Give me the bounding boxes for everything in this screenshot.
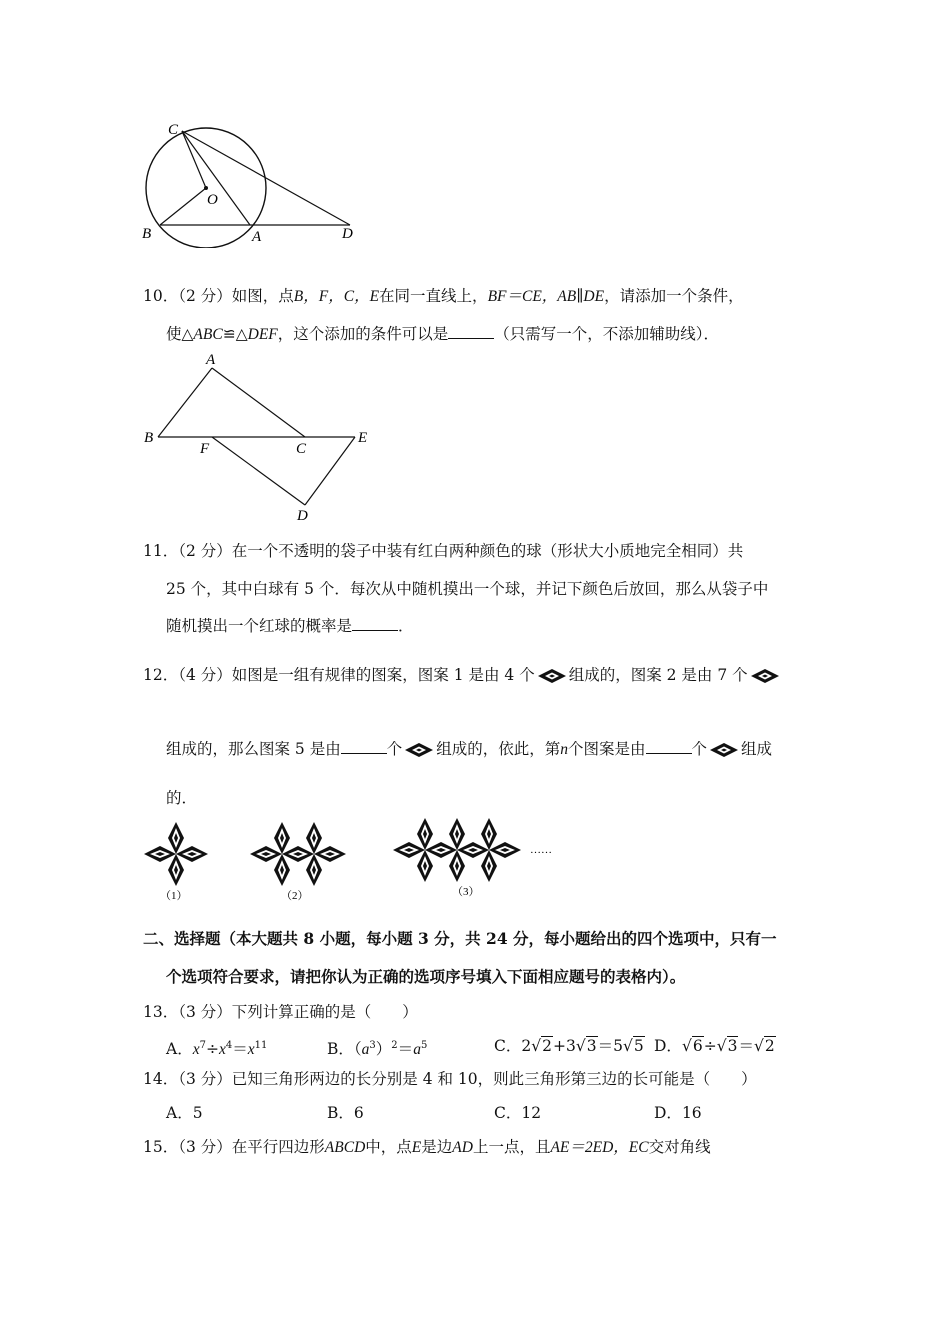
pattern-ellipsis: …… [530,844,552,856]
pattern-caption-3: （3） [452,886,480,898]
q12-line1: 12．（4 分）如图是一组有规律的图案，图案 1 是由 4 个 组成的，图案 2 是由 7 个 [143,664,782,686]
eye-shape-icon [537,668,567,684]
answer-blank[interactable] [448,324,494,339]
label-D: D [297,508,308,524]
section-heading-line2: 个选项符合要求，请把你认为正确的选项序号填入下面相应题号的表格内）。 [166,967,686,986]
pattern-caption-1: （1） [160,890,188,902]
pattern-3 [393,818,521,882]
label-B: B [144,430,154,446]
eye-shape-icon [709,742,739,758]
answer-blank[interactable] [646,739,692,754]
label-E: E [358,430,368,446]
q14-option-a[interactable]: A．5 [166,1104,203,1122]
q11-line2: 25 个，其中白球有 5 个．每次从中随机摸出一个球，并记下颜色后放回，那么从袋子中 [166,580,769,598]
label-O: O [207,192,218,208]
label-A: A [252,229,262,245]
q10-line2: 使△ABC≌△DEF，这个添加的条件可以是 （只需写一个，不添加辅助线）． [166,325,720,343]
label-A: A [206,352,216,368]
q14-option-d[interactable]: D．16 [654,1104,702,1122]
q14-stem: 14．（3 分）已知三角形两边的长分别是 4 和 10，则此三角形第三边的长可能是（ ） [143,1070,757,1088]
triangles-figure [140,350,390,525]
label-D: D [342,226,353,242]
label-B: B [142,226,152,242]
q13-stem: 13．（3 分）下列计算正确的是（ ） [143,1003,418,1021]
pattern-figure [140,818,570,903]
answer-blank[interactable] [341,739,387,754]
q11-line1: 11．（2 分）在一个不透明的袋子中装有红白两种颜色的球（形状大小质地完全相同）共 [143,542,744,560]
pattern-2 [250,822,346,886]
eye-shape-icon [750,668,780,684]
q12-line3: 的． [166,789,198,807]
label-F: F [200,441,210,457]
section-heading: 二、选择题（本大题共 8 小题，每小题 3 分，共 24 分，每小题给出的四个选项中，只有一 [143,929,777,948]
q13-option-c[interactable]: C．2√2+3√3＝5√5 [494,1037,644,1055]
q14-option-b[interactable]: B．6 [327,1104,364,1122]
q13-option-a[interactable]: A．$x^7\div x^4=x^{11}$ [166,1040,268,1059]
label-C: C [168,122,179,138]
q13-option-d[interactable]: D．√6÷√3＝√2 [654,1037,775,1055]
eye-shape-icon [404,742,434,758]
q10-line1: 10．（2 分）如图，点B，F，C，E在同一直线上，BF＝CE，AB∥DE，请添加一个条件， [143,287,744,305]
pattern-caption-2: （2） [281,890,309,902]
q11-line3: 随机摸出一个红球的概率是 ． [166,617,414,635]
answer-blank[interactable] [352,616,398,631]
q15-stem: 15．（3 分）在平行四边形ABCD中，点E是边AD上一点，且AE＝2ED，EC交对角线 [143,1138,711,1156]
label-C: C [296,441,307,457]
q12-line2: 组成的，那么图案 5 是由 个 组成的，依此，第n个图案是由 个 组成 [166,740,773,758]
q13-option-b[interactable]: B．$(a^3)^2=a^5$ [327,1040,428,1059]
circle-figure [130,118,370,248]
q14-option-c[interactable]: C．12 [494,1104,542,1122]
pattern-1 [144,822,208,886]
